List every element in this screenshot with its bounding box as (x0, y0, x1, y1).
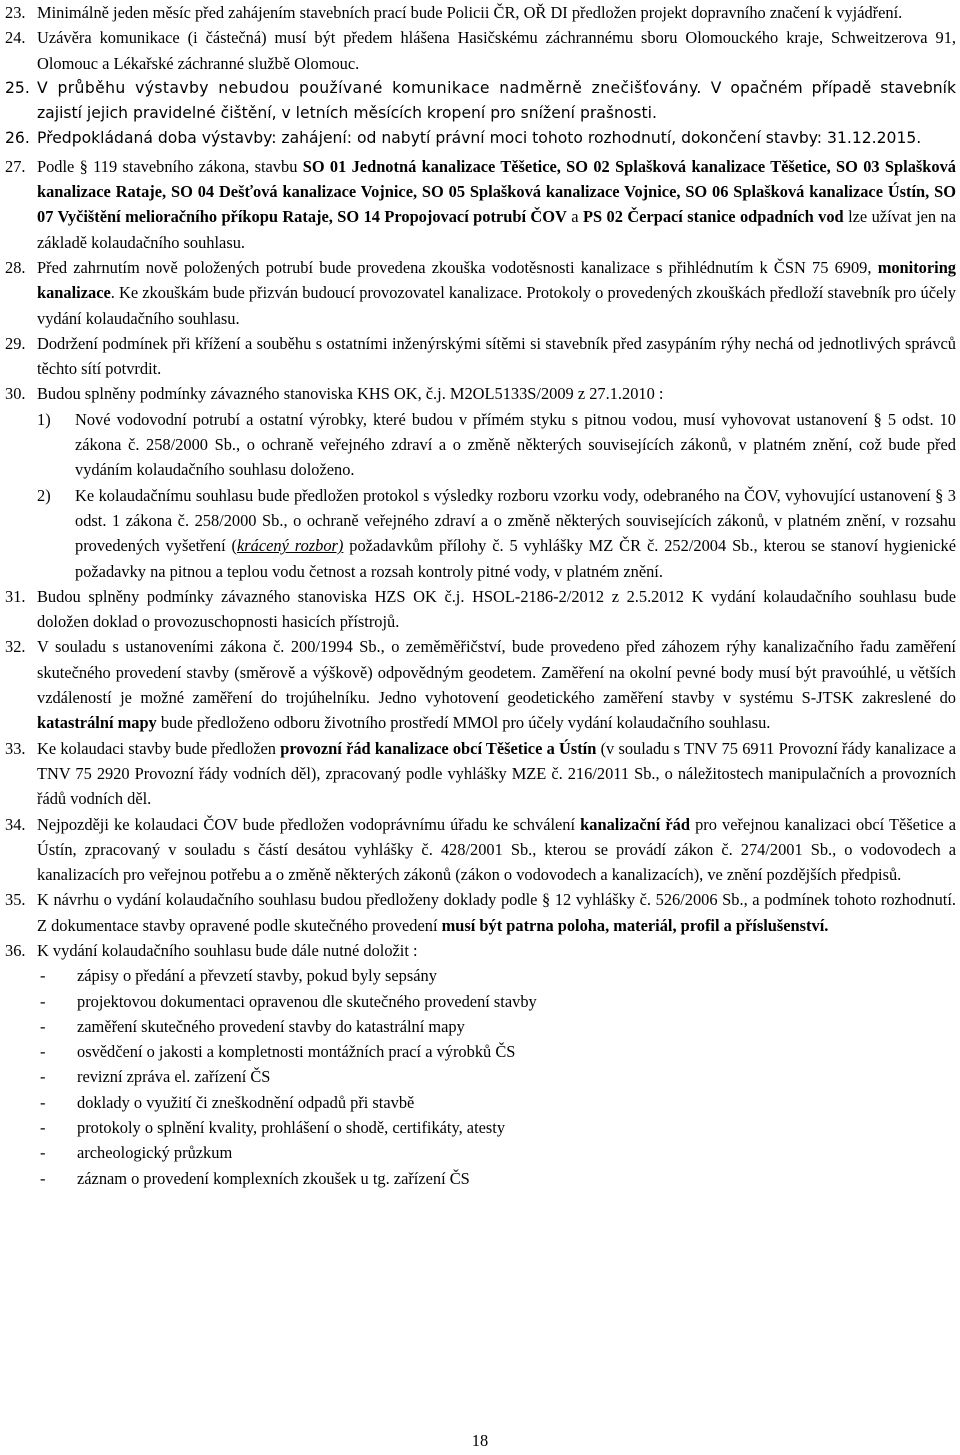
list-dash: - (40, 991, 46, 1011)
condition-36 (0, 938, 960, 963)
condition-30-point-2 (37, 483, 960, 584)
list-item (40, 1064, 960, 1089)
item-text: V souladu s ustanoveními zákona č. 200/1994 Sb., o zeměměřičství, bude provedeno před záhozem rýhy kanalizačního řadu zaměření skutečného provedení stavby (směrově a výškově) odpovědným geodetem. Zaměření na okolní pevné body musí být pravoúhlé, u větších vzdáleností je možné zaměření do trojúhelníku. Jedno vyhotovení geodetického zaměření stavby v systému S-JTSK zakreslené do (37, 637, 956, 708)
list-item (40, 1166, 960, 1191)
list-item-text: revizní zpráva el. zařízení ČS (77, 1067, 271, 1087)
point-text: Ke kolaudačnímu souhlasu bude předložen protokol s výsledky rozboru vzorku vody, odebraného na ČOV, vyhovující ustanovení § 3 odst. 1 zákona č. 258/2000 Sb., o ochraně veřejného zdraví a o změně některých souvisejících zákonů, v platném znění, v rozsahu provedených vyšetření ( (75, 485, 956, 556)
item-text: (v souladu s TNV 75 6911 Provozní řády kanalizace a TNV 75 2920 Provozní řády vodních děl), zpracovaný podle vyhlášky MZE č. 216/2011 Sb., o náležitostech manipulačních a provozních řádů vodních děl. (37, 738, 956, 809)
item-number: 34. (5, 814, 26, 834)
item-number: 24. (5, 28, 26, 48)
condition-27 (0, 154, 960, 255)
point-text: Nové vodovodní potrubí a ostatní výrobky, které budou v přímém styku s pitnou vodou, musí vyhovovat ustanovení § 5 odst. 10 zákona č. 258/2000 Sb., o ochraně veřejného zdraví a o změně některých souvisejících zákonů, v platném znění, což bude před vydáním kolaudačního souhlasu doloženo. (75, 409, 956, 480)
item-text: pro veřejnou kanalizaci obcí Těšetice a Ústín, zpracovaný v souladu s částí desátou vyhlášky č. 428/2001 Sb., kterou se provádí zákon č. 274/2001 Sb., o vodovodech a kanalizacích pro veřejnou potřebu a o změně některých zákonů (zákon o vodovodech a kanalizacích), ve znění pozdějších předpisů. (37, 814, 956, 885)
item-text: K vydání kolaudačního souhlasu bude dále nutné doložit : (37, 940, 418, 960)
list-dash: - (40, 1092, 46, 1112)
item-text: Podle § 119 stavebního zákona, stavbu (37, 156, 303, 176)
condition-31 (0, 584, 960, 635)
item-text: Budou splněny podmínky závazného stanoviska HZS OK č.j. HSOL-2186-2/2012 z 2.5.2012 K vydání kolaudačního souhlasu bude doložen doklad o provozuschopnosti hasicích přístrojů. (37, 586, 956, 632)
list-dash: - (40, 1143, 46, 1163)
list-item-text: protokoly o splnění kvality, prohlášení o shodě, certifikáty, atesty (77, 1118, 506, 1138)
item-text: Budou splněny podmínky závazného stanoviska KHS OK, č.j. M2OL5133S/2009 z 27.1.2010 : (37, 384, 664, 404)
list-item (40, 989, 960, 1014)
item-text: lze užívat jen na základě kolaudačního souhlasu. (37, 207, 956, 252)
condition-33 (0, 736, 960, 812)
item-number: 27. (5, 156, 26, 176)
list-item-text: doklady o využití či zneškodnění odpadů při stavbě (77, 1092, 415, 1112)
item-number: 25. (5, 78, 30, 97)
page-number: 18 (471, 1431, 489, 1450)
point-number: 1) (37, 409, 51, 429)
item-text: Uzávěra komunikace (i částečná) musí být předem hlášena Hasičskému záchrannému sboru Olomouckého kraje, Schweitzerova 91, Olomouc a Lékařské záchranné službě Olomouc. (37, 28, 956, 73)
condition-30 (0, 381, 960, 406)
condition-24 (0, 25, 960, 76)
list-item (40, 963, 960, 988)
item-bold: monitoring kanalizace (37, 257, 956, 303)
item-bold: provozní řád kanalizace obcí Těšetice a Ústín (280, 738, 597, 758)
item-number: 33. (5, 738, 26, 758)
item-text: Ke kolaudaci stavby bude předložen (37, 738, 281, 758)
list-item-text: osvědčení o jakosti a kompletnosti montážních prací a výrobků ČS (77, 1042, 516, 1062)
item-text: . Ke zkouškám bude přizván budoucí provozovatel kanalizace. Protokoly o provedených zkouškách předloží stavebník pro účely vydání kolaudačního souhlasu. (37, 283, 956, 328)
item-bold: PS 02 Čerpací stanice odpadních vod (582, 207, 844, 227)
item-text: a (566, 207, 583, 227)
item-number: 29. (5, 333, 26, 353)
list-item-text: záznam o provedení komplexních zkoušek u tg. zařízení ČS (77, 1168, 470, 1188)
condition-28 (0, 255, 960, 331)
condition-32 (0, 634, 960, 735)
item-text: V průběhu výstavby nebudou používané komunikace nadměrně znečišťovány. (37, 78, 702, 97)
condition-25 (0, 76, 960, 127)
list-item-text: archeologický průzkum (77, 1143, 233, 1163)
list-dash: - (40, 1067, 46, 1087)
item-text: Před zahrnutím nově položených potrubí bude provedena zkouška vodotěsnosti kanalizace s přihlédnutím k ČSN 75 6909, (37, 257, 878, 277)
item-number: 26. (5, 129, 30, 148)
list-dash: - (40, 966, 46, 986)
item-number: 30. (5, 384, 26, 404)
condition-26 (0, 126, 960, 151)
document-list (0, 963, 960, 1191)
item-bold: musí být patrna poloha, materiál, profil a příslušenství. (441, 915, 829, 935)
item-text-cont: V opačném případě stavebník zajistí jejich pravidelné čištění, v letních měsících kropení pro snížení prašnosti. (37, 78, 956, 123)
list-item-text: zaměření skutečného provedení stavby do katastrální mapy (77, 1016, 465, 1036)
list-dash: - (40, 1118, 46, 1138)
item-text: Předpokládaná doba výstavby: zahájení: od nabytí právní moci tohoto rozhodnutí, dokončení stavby: 31.12.2015. (37, 129, 922, 148)
list-dash: - (40, 1016, 46, 1036)
condition-23 (0, 0, 960, 25)
list-item (40, 1115, 960, 1140)
list-item-text: projektovou dokumentaci opravenou dle skutečného provedení stavby (77, 991, 537, 1011)
item-number: 31. (5, 586, 26, 606)
item-text: K návrhu o vydání kolaudačního souhlasu budou předloženy doklady podle § 12 vyhlášky č. 526/2006 Sb., a podmínek tohoto rozhodnutí. Z dokumentace stavby opravené podle skutečného provedení (37, 890, 956, 935)
point-underlined: krácený rozbor) (237, 536, 344, 556)
list-item (40, 1014, 960, 1039)
item-number: 36. (5, 940, 26, 960)
condition-35 (0, 887, 960, 938)
condition-30-point-1 (37, 407, 960, 483)
item-text: Nejpozději ke kolaudaci ČOV bude předložen vodoprávnímu úřadu ke schválení (37, 814, 581, 834)
condition-34 (0, 812, 960, 888)
list-item (40, 1090, 960, 1115)
condition-29 (0, 331, 960, 382)
item-bold: katastrální mapy (37, 713, 157, 733)
item-number: 28. (5, 257, 26, 277)
item-number: 23. (5, 3, 26, 22)
list-item-text: zápisy o předání a převzetí stavby, pokud byly sepsány (77, 966, 437, 986)
item-bold: kanalizační řád (580, 814, 690, 834)
item-text: bude předloženo odboru životního prostředí MMOl pro účely vydání kolaudačního souhlasu. (156, 713, 771, 733)
item-bold: SO 01 Jednotná kanalizace Těšetice, SO 02 Splašková kanalizace Těšetice, SO 03 Splašková kanalizace Rataje, SO 04 Dešťová kanalizace Vojnice, SO 05 Splašková kanalizace Vojnice, SO 06 Splašková kanalizace Ústín, SO 07 Vyčištění melioračního příkopu Rataje, SO 14 Propojovací potrubí ČOV (37, 156, 956, 227)
item-text: Minimálně jeden měsíc před zahájením stavebních prací bude Policii ČR, OŘ DI předložen projekt dopravního značení k vyjádření. (37, 3, 903, 22)
item-number: 35. (5, 890, 26, 910)
point-number: 2) (37, 485, 51, 505)
item-text: Dodržení podmínek při křížení a souběhu s ostatními inženýrskými sítěmi si stavebník před zasypáním rýhy nechá od jednotlivých správců těchto sítí potvrdit. (37, 333, 956, 379)
item-number: 32. (5, 637, 26, 657)
list-dash: - (40, 1168, 46, 1188)
list-dash: - (40, 1042, 46, 1062)
point-text: požadavkům přílohy č. 5 vyhlášky MZ ČR č. 252/2004 Sb., kterou se stanoví hygienické požadavky na pitnou a teplou vodu četnost a rozsah kontroly pitné vody, v platném znění. (75, 536, 956, 581)
list-item (40, 1140, 960, 1165)
list-item (40, 1039, 960, 1064)
